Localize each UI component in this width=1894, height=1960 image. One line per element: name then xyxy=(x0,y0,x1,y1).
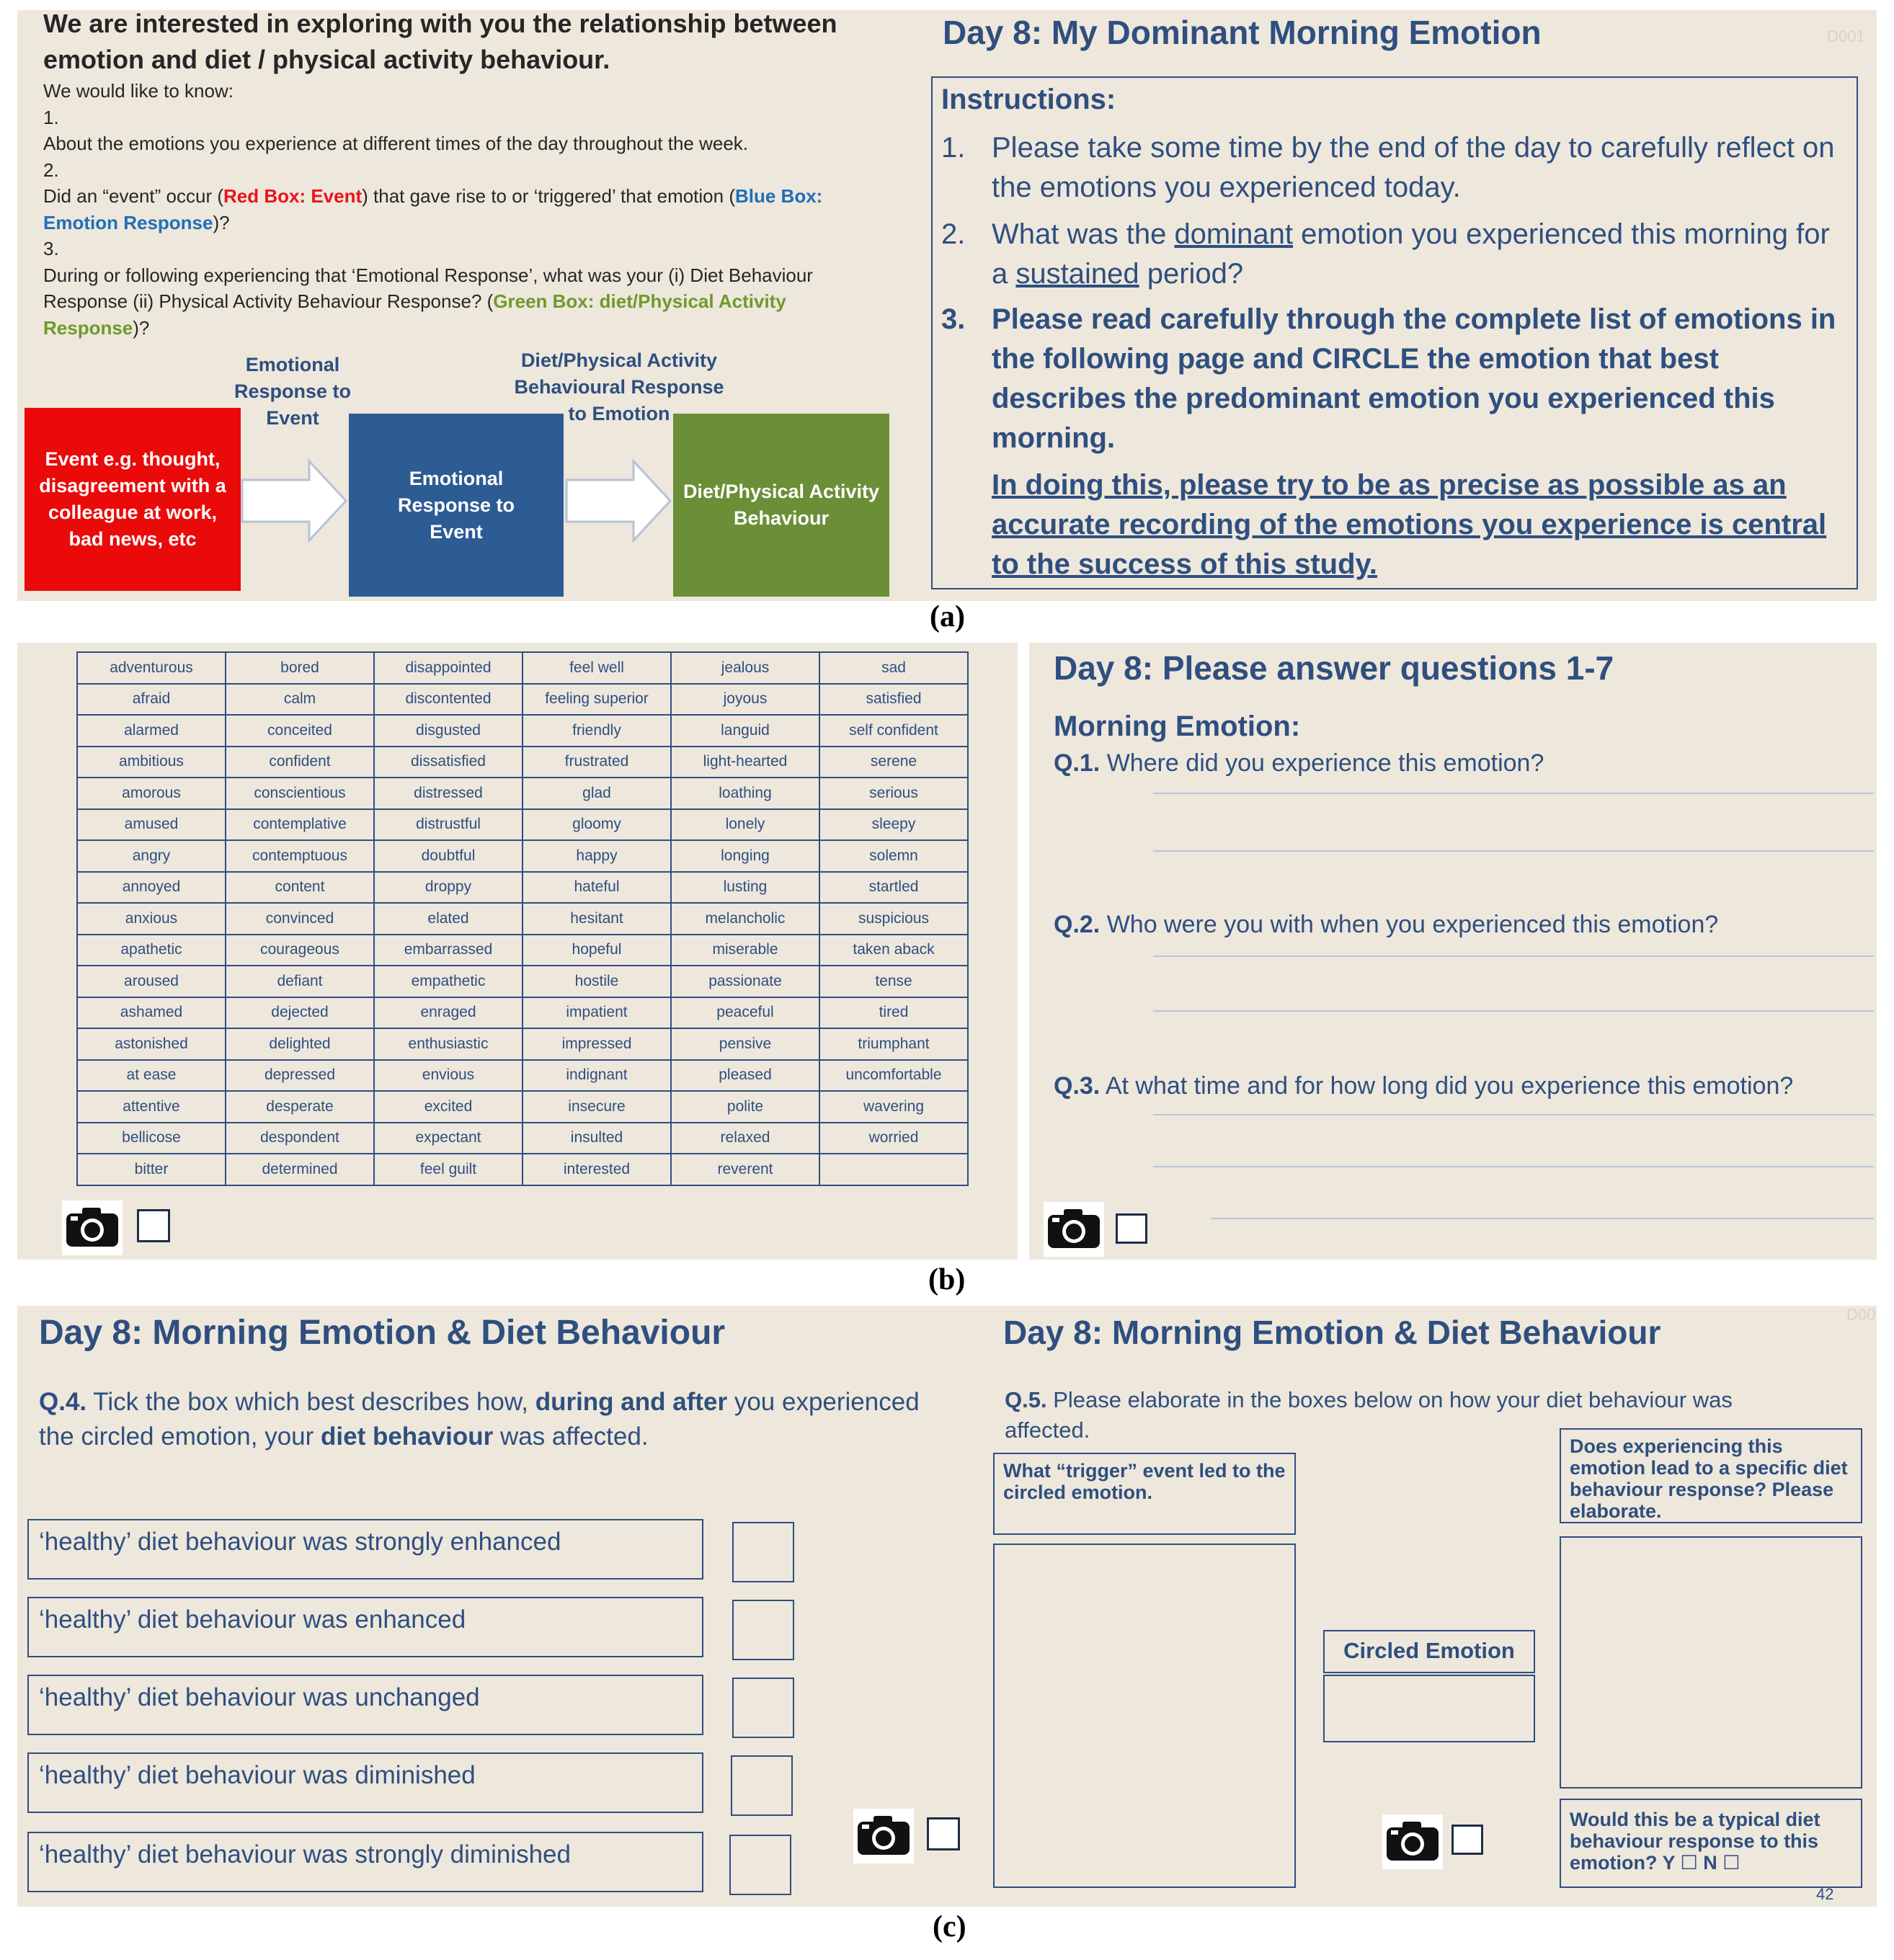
emotion-cell[interactable]: tired xyxy=(819,997,968,1029)
emotion-cell[interactable]: afraid xyxy=(77,684,226,716)
emotion-cell[interactable]: wavering xyxy=(819,1091,968,1123)
emotion-cell[interactable]: dissatisfied xyxy=(374,747,523,778)
circled-emotion-answer[interactable] xyxy=(1323,1675,1535,1742)
camera-icon xyxy=(1382,1814,1443,1869)
emotion-cell[interactable]: amorous xyxy=(77,778,226,809)
emotion-cell[interactable]: uncomfortable xyxy=(819,1060,968,1092)
table-row xyxy=(77,966,968,997)
emotion-cell[interactable]: glad xyxy=(523,778,671,809)
emotion-cell[interactable]: suspicious xyxy=(819,903,968,935)
caption-c: (c) xyxy=(933,1910,966,1943)
emotion-cell[interactable]: loathing xyxy=(671,778,819,809)
instructions-title: Instructions: xyxy=(941,84,1116,115)
emotion-cell[interactable]: defiant xyxy=(226,966,374,997)
photo-checkbox[interactable] xyxy=(137,1209,170,1242)
emotion-cell[interactable]: conceited xyxy=(226,715,374,747)
emotion-cell[interactable]: indignant xyxy=(523,1060,671,1092)
watermark: D00 xyxy=(1846,1306,1876,1324)
camera-icon-wrap xyxy=(853,1809,914,1863)
emotion-cell[interactable]: contemptuous xyxy=(226,840,374,872)
photo-checkbox[interactable] xyxy=(927,1817,960,1850)
emotional-response-label: Emotional Response to Event xyxy=(234,354,352,429)
option-unchanged: ‘healthy’ diet behaviour was unchanged xyxy=(27,1675,703,1735)
answer-line xyxy=(1153,1114,1874,1115)
table-row xyxy=(77,684,968,716)
diet-behaviour-title-left: Day 8: Morning Emotion & Diet Behaviour xyxy=(39,1314,726,1352)
option-strongly-enhanced: ‘healthy’ diet behaviour was strongly enhanced xyxy=(27,1519,703,1580)
emotional-response-box: Emotional Response to Event xyxy=(349,414,564,597)
emotion-cell[interactable]: content xyxy=(226,872,374,904)
emotion-cell[interactable]: satisfied xyxy=(819,684,968,716)
emotion-cell[interactable]: light-hearted xyxy=(671,747,819,778)
emotion-cell[interactable]: angry xyxy=(77,840,226,872)
emotion-cell[interactable]: amused xyxy=(77,809,226,841)
item-text: Did an “event” occur (Red Box: Event) that gave rise to or ‘triggered’ that emotion (Blue Box: Emotion Response)? xyxy=(43,185,823,233)
emotion-cell[interactable]: hostile xyxy=(523,966,671,997)
camera-icon xyxy=(1044,1202,1104,1257)
panel-a-heading: We are interested in exploring with you the relationship between emotion and diet / physical activity behaviour. xyxy=(43,9,837,74)
emotion-cell[interactable]: anxious xyxy=(77,903,226,935)
emotion-cell[interactable]: disappointed xyxy=(374,652,523,684)
emotion-cell[interactable]: contemplative xyxy=(226,809,374,841)
emotion-cell[interactable]: impressed xyxy=(523,1028,671,1060)
emotion-cell[interactable]: worried xyxy=(819,1123,968,1154)
tick-enhanced[interactable] xyxy=(732,1600,794,1660)
emotion-cell[interactable]: adventurous xyxy=(77,652,226,684)
emotion-cell[interactable]: triumphant xyxy=(819,1028,968,1060)
option-diminished: ‘healthy’ diet behaviour was diminished xyxy=(27,1752,703,1813)
tick-strongly-diminished[interactable] xyxy=(729,1835,791,1895)
emotion-cell[interactable]: embarrassed xyxy=(374,935,523,966)
emotion-cell[interactable]: lusting xyxy=(671,872,819,904)
table-row xyxy=(77,652,968,684)
diet-behaviour-title-right: Day 8: Morning Emotion & Diet Behaviour xyxy=(1003,1314,1661,1351)
camera-icon-wrap xyxy=(62,1200,123,1255)
camera-icon-wrap xyxy=(1044,1202,1104,1257)
table-row xyxy=(77,747,968,778)
question-2: Q.2. Who were you with when you experienced this emotion? xyxy=(1054,911,1719,938)
camera-icon xyxy=(853,1809,914,1863)
emotion-cell[interactable]: hateful xyxy=(523,872,671,904)
item-text: During or following experiencing that ‘Emotional Response’, what was your (i) Diet Behaviour Response (ii) Physical Activity Behaviour Response? (Green Box: diet/Physical Activity Response)? xyxy=(43,264,813,339)
panel-a-text xyxy=(43,78,872,341)
emotion-cell[interactable]: envious xyxy=(374,1060,523,1092)
emotion-cell[interactable]: passionate xyxy=(671,966,819,997)
emotion-cell[interactable]: serene xyxy=(819,747,968,778)
emotion-cell[interactable]: discontented xyxy=(374,684,523,716)
page-number: 42 xyxy=(1816,1885,1834,1903)
emotion-cell[interactable]: courageous xyxy=(226,935,374,966)
question-4: Q.4. Tick the box which best describes how, during and after you experienced the circled emotion, your diet behaviour was affected. xyxy=(39,1388,920,1451)
caption-b: (b) xyxy=(928,1263,966,1296)
emotion-cell[interactable]: pensive xyxy=(671,1028,819,1060)
answer-line xyxy=(1153,850,1874,852)
emotion-cell[interactable]: dejected xyxy=(226,997,374,1029)
emotion-cell[interactable]: insecure xyxy=(523,1091,671,1123)
answer-line xyxy=(1153,793,1874,794)
emotion-cell[interactable]: excited xyxy=(374,1091,523,1123)
emotion-cell[interactable]: distrustful xyxy=(374,809,523,841)
trigger-event-box: What “trigger” event led to the circled emotion. xyxy=(993,1453,1296,1535)
morning-emotion-subtitle: Morning Emotion: xyxy=(1054,710,1301,742)
emotion-cell[interactable]: bitter xyxy=(77,1154,226,1185)
emotion-cell[interactable]: self confident xyxy=(819,715,968,747)
emotion-cell[interactable]: sad xyxy=(819,652,968,684)
emotion-cell[interactable]: aroused xyxy=(77,966,226,997)
arrow-icon xyxy=(565,458,673,543)
table-row xyxy=(77,903,968,935)
option-enhanced: ‘healthy’ diet behaviour was enhanced xyxy=(27,1597,703,1657)
emotion-cell[interactable]: friendly xyxy=(523,715,671,747)
emotion-cell[interactable]: joyous xyxy=(671,684,819,716)
event-box: Event e.g. thought, disagreement with a colleague at work, bad news, etc xyxy=(25,408,241,591)
table-row xyxy=(77,1028,968,1060)
emotion-cell[interactable]: feel well xyxy=(523,652,671,684)
emotion-cell[interactable]: ambitious xyxy=(77,747,226,778)
instruction-2: 2. What was the dominant emotion you experienced this morning for a sustained period? xyxy=(941,218,1830,290)
emotion-cell[interactable]: attentive xyxy=(77,1091,226,1123)
table-row xyxy=(77,872,968,904)
caption-a: (a) xyxy=(930,600,965,633)
emotion-cell[interactable]: depressed xyxy=(226,1060,374,1092)
table-row xyxy=(77,1154,968,1185)
emotion-cell[interactable]: feeling superior xyxy=(523,684,671,716)
emotion-cell[interactable]: sleepy xyxy=(819,809,968,841)
instruction-3: 3. Please read carefully through the complete list of emotions in the following page and CIRCLE the emotion that best describes the predominant emotion you experienced this morning. In doing this, please try to be as precise as possible as an accurate recording of the emotions you experience is central to the success of this study. xyxy=(941,303,1836,580)
emotion-cell[interactable]: insulted xyxy=(523,1123,671,1154)
emotion-cell[interactable]: doubtful xyxy=(374,840,523,872)
emotion-cell[interactable]: solemn xyxy=(819,840,968,872)
question-3: Q.3. At what time and for how long did you experience this emotion? xyxy=(1054,1072,1794,1100)
emotion-cell[interactable]: elated xyxy=(374,903,523,935)
emotion-cell[interactable]: conscientious xyxy=(226,778,374,809)
emotion-cell[interactable]: interested xyxy=(523,1154,671,1185)
day8-dominant-title: Day 8: My Dominant Morning Emotion xyxy=(943,14,1542,51)
emotion-cell[interactable]: determined xyxy=(226,1154,374,1185)
item-number: 2. xyxy=(43,159,59,181)
emotion-cell[interactable]: feel guilt xyxy=(374,1154,523,1185)
trigger-answer-box[interactable] xyxy=(993,1544,1296,1888)
emotion-cell[interactable]: tense xyxy=(819,966,968,997)
emotion-cell[interactable]: melancholic xyxy=(671,903,819,935)
emotion-cell[interactable]: impatient xyxy=(523,997,671,1029)
watermark: D001 xyxy=(1827,27,1865,45)
emotion-cell[interactable]: pleased xyxy=(671,1060,819,1092)
item-number: 3. xyxy=(43,238,59,259)
emotion-table xyxy=(76,651,969,1186)
emotion-cell[interactable]: convinced xyxy=(226,903,374,935)
emotion-cell[interactable]: at ease xyxy=(77,1060,226,1092)
diet-behaviour-box: Diet/Physical Activity Behaviour xyxy=(673,414,889,597)
emotion-cell[interactable]: jealous xyxy=(671,652,819,684)
diet-response-label: Diet/Physical Activity Behavioural Response to Emotion xyxy=(514,349,724,424)
emotion-cell[interactable] xyxy=(819,1154,968,1185)
tick-strongly-enhanced[interactable] xyxy=(732,1522,794,1582)
emotion-cell[interactable]: alarmed xyxy=(77,715,226,747)
emotion-cell[interactable]: polite xyxy=(671,1091,819,1123)
table-row xyxy=(77,1123,968,1154)
option-strongly-diminished: ‘healthy’ diet behaviour was strongly diminished xyxy=(27,1832,703,1892)
photo-checkbox[interactable] xyxy=(1451,1825,1483,1855)
answer-line xyxy=(1153,1166,1874,1167)
emotion-cell[interactable]: startled xyxy=(819,872,968,904)
table-row xyxy=(77,840,968,872)
emotion-cell[interactable]: peaceful xyxy=(671,997,819,1029)
photo-checkbox[interactable] xyxy=(1116,1213,1147,1244)
emotion-cell[interactable]: gloomy xyxy=(523,809,671,841)
emotion-cell[interactable]: languid xyxy=(671,715,819,747)
emotion-cell[interactable]: enraged xyxy=(374,997,523,1029)
table-row xyxy=(77,715,968,747)
emotion-cell[interactable]: delighted xyxy=(226,1028,374,1060)
arrow-icon xyxy=(241,458,349,543)
table-row xyxy=(77,997,968,1029)
day8-questions-title: Day 8: Please answer questions 1-7 xyxy=(1054,649,1614,687)
emotion-cell[interactable]: serious xyxy=(819,778,968,809)
tick-unchanged[interactable] xyxy=(732,1678,794,1738)
table-row xyxy=(77,778,968,809)
table-row xyxy=(77,1060,968,1092)
answer-line xyxy=(1153,1010,1874,1012)
emotion-cell[interactable]: happy xyxy=(523,840,671,872)
circled-emotion-label: Circled Emotion xyxy=(1323,1630,1535,1673)
emotion-cell[interactable]: miserable xyxy=(671,935,819,966)
item-text: About the emotions you experience at different times of the day throughout the week. xyxy=(43,133,749,154)
emotion-cell[interactable]: enthusiastic xyxy=(374,1028,523,1060)
emotion-cell[interactable]: empathetic xyxy=(374,966,523,997)
emotion-cell[interactable]: astonished xyxy=(77,1028,226,1060)
tick-diminished[interactable] xyxy=(731,1755,793,1816)
question-1: Q.1. Where did you experience this emotion? xyxy=(1054,749,1544,777)
camera-icon-wrap xyxy=(1382,1814,1443,1869)
emotion-cell[interactable]: despondent xyxy=(226,1123,374,1154)
emotion-cell[interactable]: hesitant xyxy=(523,903,671,935)
emotion-cell[interactable]: apathetic xyxy=(77,935,226,966)
item-number: 1. xyxy=(43,106,59,128)
emotion-cell[interactable]: reverent xyxy=(671,1154,819,1185)
emotion-cell[interactable]: bellicose xyxy=(77,1123,226,1154)
emotion-cell[interactable]: droppy xyxy=(374,872,523,904)
emotion-cell[interactable]: relaxed xyxy=(671,1123,819,1154)
answer-line xyxy=(1211,1218,1874,1219)
emotion-cell[interactable]: calm xyxy=(226,684,374,716)
table-row xyxy=(77,1091,968,1123)
table-row xyxy=(77,935,968,966)
specific-response-answer[interactable] xyxy=(1560,1536,1862,1788)
emotion-cell[interactable]: distressed xyxy=(374,778,523,809)
instruction-1: 1. Please take some time by the end of the day to carefully reflect on the emotions you experienced today. xyxy=(941,132,1835,203)
emotion-cell[interactable]: longing xyxy=(671,840,819,872)
answer-line xyxy=(1153,956,1874,957)
intro-text: We would like to know: xyxy=(43,80,234,102)
specific-response-box: Does experiencing this emotion lead to a specific diet behaviour response? Please elaborate. xyxy=(1560,1428,1862,1523)
emotion-cell[interactable]: ashamed xyxy=(77,997,226,1029)
emotion-cell[interactable]: bored xyxy=(226,652,374,684)
emotion-cell[interactable]: taken aback xyxy=(819,935,968,966)
emotion-cell[interactable]: confident xyxy=(226,747,374,778)
table-row xyxy=(77,809,968,841)
camera-icon xyxy=(62,1200,123,1255)
emotion-cell[interactable]: disgusted xyxy=(374,715,523,747)
emotion-cell[interactable]: annoyed xyxy=(77,872,226,904)
typical-response-box: Would this be a typical diet behaviour response to this emotion? Y ☐ N ☐ xyxy=(1560,1799,1862,1888)
emotion-cell[interactable]: frustrated xyxy=(523,747,671,778)
emotion-cell[interactable]: desperate xyxy=(226,1091,374,1123)
emotion-cell[interactable]: hopeful xyxy=(523,935,671,966)
emotion-cell[interactable]: lonely xyxy=(671,809,819,841)
question-5: Q.5. Please elaborate in the boxes below on how your diet behaviour was affected. xyxy=(1005,1387,1733,1443)
emotion-cell[interactable]: expectant xyxy=(374,1123,523,1154)
